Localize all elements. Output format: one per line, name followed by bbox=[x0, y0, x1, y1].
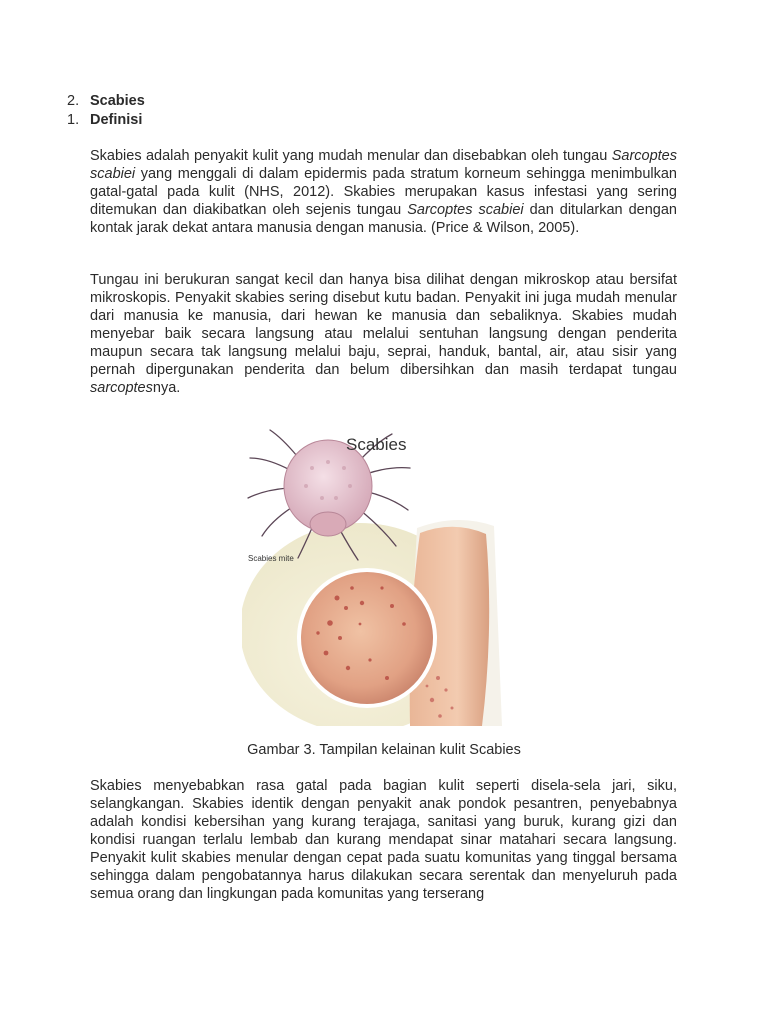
text-run: Skabies adalah penyakit kulit yang mudah menular dan disebabkan oleh tungau bbox=[90, 148, 612, 164]
italic-term: sarcoptes bbox=[90, 380, 153, 396]
scabies-figure bbox=[242, 428, 514, 726]
heading-title: Scabies bbox=[90, 93, 145, 109]
heading-number: 1. bbox=[67, 112, 80, 128]
mite-label: Scabies mite bbox=[248, 554, 294, 563]
paragraph-symptoms bbox=[90, 777, 677, 903]
text-run: yang menggali di dalam epidermis pada stratum korneum sehingga menimbulkan gatal-gatal pada kulit (NHS, 2012). Skabies merupakan kasus infestasi yang sering ditemukan dan diakibatkan oleh sejenis tungau bbox=[90, 166, 677, 218]
scabies-illustration bbox=[242, 428, 514, 726]
heading-title: Definisi bbox=[90, 112, 143, 128]
heading-number: 2. bbox=[67, 93, 80, 109]
text-run: nya. bbox=[152, 380, 181, 396]
italic-term: Sarcoptes scabiei bbox=[407, 202, 524, 218]
figure-title: Scabies bbox=[346, 435, 407, 454]
italic-term: Sarcoptes scabiei bbox=[90, 148, 677, 182]
magnified-skin bbox=[301, 572, 433, 704]
paragraph-definition bbox=[90, 147, 677, 237]
text-run: Tungau ini berukuran sangat kecil dan hanya bisa dilihat dengan mikroskop atau bersifat mikroskopis. Penyakit skabies sering disebut kutu badan. Penyakit ini juga mudah menular dari manusia ke manusia, dari hewan ke manusia dan sebaliknya. Skabies mudah menyebar baik secara langsung atau melalui sentuhan langsung dengan penderita maupun secara tak langsung melalui baju, seprai, handuk, bantal, air, atau sisir yang pernah dipergunakan penderita dan belum dibersihkan dan masih terdapat tungau bbox=[90, 272, 677, 378]
text-run: Skabies menyebabkan rasa gatal pada bagian kulit seperti disela-sela jari, siku, selangkangan. Skabies identik dengan penyakit anak pondok pesantren, penyebabnya adalah kondisi kebersihan yang kurang terajaga, sanitasi yang buruk, kurang gizi dan kondisi ruangan terlalu lembab dan kurang mendapat sinar matahari secara langsung. Penyakit kulit skabies menular dengan cepat pada suatu komunitas yang tinggal bersama sehingga dalam pengobatannya harus dilakukan secara serentak dan menyeluruh pada semua orang dan lingkungan pada komunitas yang terserang bbox=[90, 778, 677, 902]
figure-caption: Gambar 3. Tampilan kelainan kulit Scabies bbox=[247, 742, 521, 758]
text-run: dan ditularkan dengan kontak jarak dekat antara manusia dengan manusia. (Price & Wilson, 2005). bbox=[90, 202, 677, 236]
paragraph-transmission bbox=[90, 271, 677, 397]
